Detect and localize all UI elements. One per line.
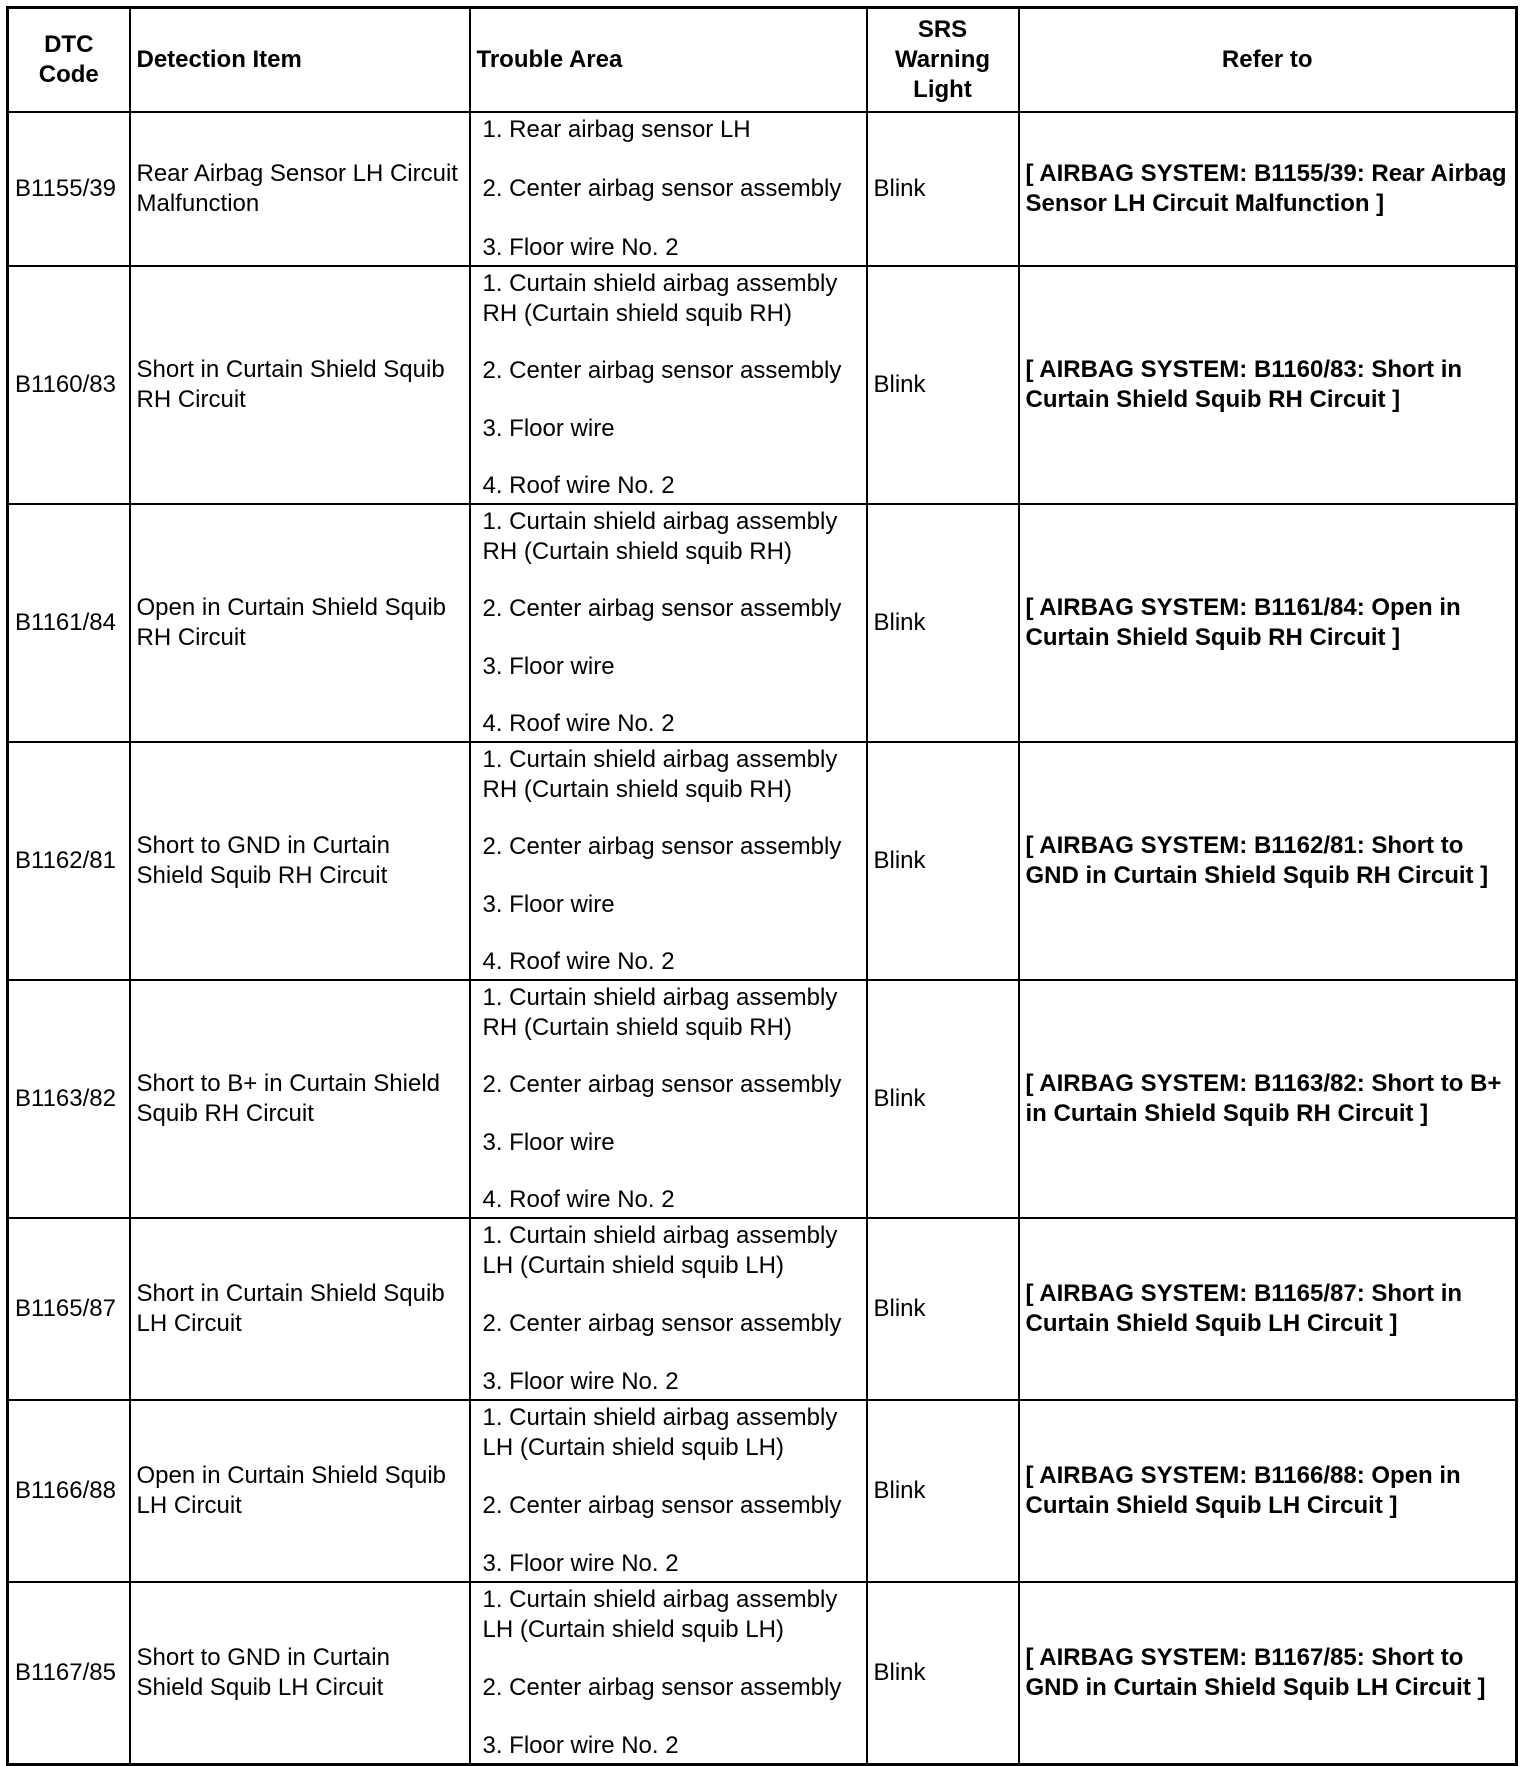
trouble-area-item: 2. Center airbag sensor assembly (482, 1492, 842, 1519)
refer-to-link[interactable]: [ AIRBAG SYSTEM: B1165/87: Short in Curtain Shield Squib LH Circuit ] (1019, 1218, 1517, 1400)
trouble-area-item: 1. Curtain shield airbag assembly LH (Curtain shield squib LH) (482, 1222, 838, 1279)
table-row (8, 112, 1517, 266)
detection-item-cell: Short to B+ in Curtain Shield Squib RH Circuit (130, 980, 470, 1218)
header-refer-to: Refer to (1019, 8, 1517, 113)
trouble-area-item: 1. Curtain shield airbag assembly RH (Curtain shield squib RH) (482, 984, 838, 1041)
refer-to-link[interactable]: [ AIRBAG SYSTEM: B1161/84: Open in Curtain Shield Squib RH Circuit ] (1019, 504, 1517, 742)
trouble-area-item: 2. Center airbag sensor assembly (482, 1071, 842, 1099)
trouble-area-cell (470, 1400, 867, 1582)
trouble-area-item: 3. Floor wire No. 2 (482, 1550, 679, 1577)
trouble-area-item: 3. Floor wire (482, 652, 615, 680)
refer-to-link[interactable]: [ AIRBAG SYSTEM: B1162/81: Short to GND in Curtain Shield Squib RH Circuit ] (1019, 742, 1517, 980)
trouble-area-item: 1. Curtain shield airbag assembly RH (Curtain shield squib RH) (482, 746, 838, 803)
dtc-code-cell: B1155/39 (8, 112, 130, 266)
trouble-area-item: 1. Curtain shield airbag assembly LH (Curtain shield squib LH) (482, 1586, 838, 1643)
refer-to-link[interactable]: [ AIRBAG SYSTEM: B1167/85: Short to GND in Curtain Shield Squib LH Circuit ] (1019, 1582, 1517, 1765)
trouble-area-cell (470, 266, 867, 504)
trouble-area-item: 2. Center airbag sensor assembly (482, 833, 842, 861)
trouble-area-list (477, 981, 860, 1217)
trouble-area-cell (470, 1218, 867, 1400)
dtc-code-cell: B1161/84 (8, 504, 130, 742)
trouble-area-list (477, 743, 860, 979)
trouble-area-item: 3. Floor wire No. 2 (482, 234, 679, 261)
header-dtc-code: DTC Code (8, 8, 130, 113)
dtc-code-cell: B1160/83 (8, 266, 130, 504)
srs-warning-light-cell: Blink (867, 980, 1019, 1218)
srs-warning-light-cell: Blink (867, 1582, 1019, 1765)
table-row (8, 742, 1517, 980)
table-header (8, 8, 1517, 113)
detection-item-cell: Short to GND in Curtain Shield Squib RH Circuit (130, 742, 470, 980)
trouble-area-item: 3. Floor wire (482, 890, 615, 918)
trouble-area-item: 4. Roof wire No. 2 (482, 709, 675, 737)
trouble-area-item: 2. Center airbag sensor assembly (482, 1674, 842, 1701)
trouble-area-list (477, 1583, 860, 1763)
detection-item-cell: Rear Airbag Sensor LH Circuit Malfunction (130, 112, 470, 266)
trouble-area-item: 4. Roof wire No. 2 (482, 947, 675, 975)
trouble-area-list (477, 505, 860, 741)
trouble-area-list (477, 1401, 860, 1581)
refer-to-link[interactable]: [ AIRBAG SYSTEM: B1160/83: Short in Curtain Shield Squib RH Circuit ] (1019, 266, 1517, 504)
detection-item-cell: Open in Curtain Shield Squib RH Circuit (130, 504, 470, 742)
srs-warning-light-cell: Blink (867, 1218, 1019, 1400)
trouble-area-item: 1. Rear airbag sensor LH (482, 116, 751, 143)
refer-to-link[interactable]: [ AIRBAG SYSTEM: B1163/82: Short to B+ in Curtain Shield Squib RH Circuit ] (1019, 980, 1517, 1218)
dtc-code-cell: B1166/88 (8, 1400, 130, 1582)
table-row (8, 980, 1517, 1218)
trouble-area-item: 3. Floor wire (482, 414, 615, 442)
srs-warning-light-cell: Blink (867, 112, 1019, 266)
trouble-area-cell (470, 980, 867, 1218)
trouble-area-cell (470, 112, 867, 266)
table-row (8, 1582, 1517, 1765)
trouble-area-item: 2. Center airbag sensor assembly (482, 1310, 842, 1337)
trouble-area-list (477, 1219, 860, 1399)
srs-warning-light-cell: Blink (867, 504, 1019, 742)
trouble-area-item: 3. Floor wire No. 2 (482, 1732, 679, 1759)
header-row (8, 8, 1517, 113)
header-trouble-area: Trouble Area (470, 8, 867, 113)
refer-to-link[interactable]: [ AIRBAG SYSTEM: B1166/88: Open in Curtain Shield Squib LH Circuit ] (1019, 1400, 1517, 1582)
dtc-code-cell: B1163/82 (8, 980, 130, 1218)
table-row (8, 1400, 1517, 1582)
detection-item-cell: Short in Curtain Shield Squib LH Circuit (130, 1218, 470, 1400)
trouble-area-cell (470, 742, 867, 980)
dtc-code-cell: B1167/85 (8, 1582, 130, 1765)
table-row (8, 504, 1517, 742)
trouble-area-cell (470, 1582, 867, 1765)
trouble-area-list (477, 113, 860, 265)
detection-item-cell: Open in Curtain Shield Squib LH Circuit (130, 1400, 470, 1582)
trouble-area-item: 3. Floor wire (482, 1128, 615, 1156)
trouble-area-item: 4. Roof wire No. 2 (482, 471, 675, 499)
trouble-area-cell (470, 504, 867, 742)
detection-item-cell: Short in Curtain Shield Squib RH Circuit (130, 266, 470, 504)
trouble-area-item: 1. Curtain shield airbag assembly RH (Curtain shield squib RH) (482, 270, 838, 327)
trouble-area-item: 1. Curtain shield airbag assembly LH (Curtain shield squib LH) (482, 1404, 838, 1461)
detection-item-cell: Short to GND in Curtain Shield Squib LH Circuit (130, 1582, 470, 1765)
srs-warning-light-cell: Blink (867, 742, 1019, 980)
table-row (8, 1218, 1517, 1400)
trouble-area-item: 2. Center airbag sensor assembly (482, 357, 842, 385)
trouble-area-item: 3. Floor wire No. 2 (482, 1368, 679, 1395)
trouble-area-item: 2. Center airbag sensor assembly (482, 175, 842, 202)
srs-warning-light-cell: Blink (867, 266, 1019, 504)
trouble-area-list (477, 267, 860, 503)
table-body (8, 112, 1517, 1765)
trouble-area-item: 4. Roof wire No. 2 (482, 1185, 675, 1213)
srs-warning-light-cell: Blink (867, 1400, 1019, 1582)
refer-to-link[interactable]: [ AIRBAG SYSTEM: B1155/39: Rear Airbag Sensor LH Circuit Malfunction ] (1019, 112, 1517, 266)
dtc-code-cell: B1162/81 (8, 742, 130, 980)
trouble-area-item: 2. Center airbag sensor assembly (482, 595, 842, 623)
header-srs-warning-light: SRS Warning Light (867, 8, 1019, 113)
dtc-table (6, 6, 1518, 1766)
table-row (8, 266, 1517, 504)
trouble-area-item: 1. Curtain shield airbag assembly RH (Curtain shield squib RH) (482, 508, 838, 565)
header-detection-item: Detection Item (130, 8, 470, 113)
dtc-code-cell: B1165/87 (8, 1218, 130, 1400)
